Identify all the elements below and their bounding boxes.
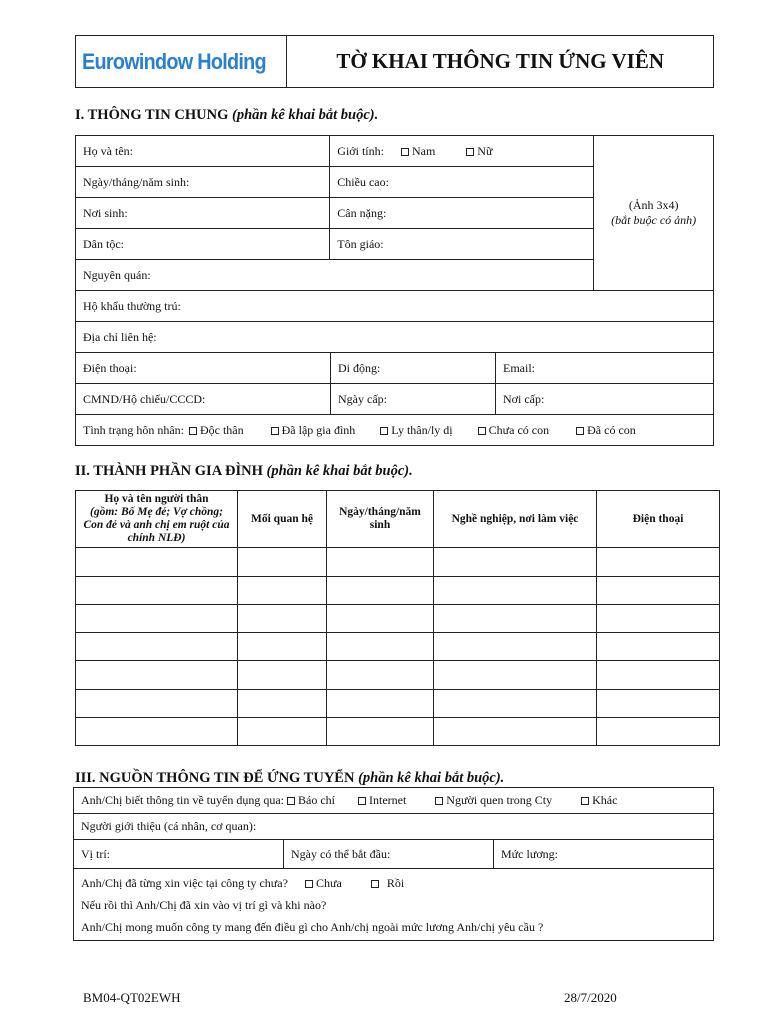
field-ho-khau[interactable]: Hộ khẩu thường trú: xyxy=(76,291,714,322)
marital-option[interactable]: Đã lập gia đình xyxy=(271,423,356,438)
gender-male-option[interactable]: Nam xyxy=(401,144,435,159)
header-table xyxy=(75,35,714,88)
field-ngay-cap[interactable]: Ngày cấp: xyxy=(331,384,496,415)
table-row xyxy=(76,576,720,604)
checkbox-icon[interactable] xyxy=(435,797,443,805)
field-chieu-cao[interactable]: Chiều cao: xyxy=(330,167,594,198)
field-ho-ten[interactable]: Họ và tên: xyxy=(76,136,330,167)
checkbox-icon[interactable] xyxy=(380,427,388,435)
checkbox-icon[interactable] xyxy=(305,880,313,888)
field-vi-tri[interactable]: Vị trí: xyxy=(74,840,284,869)
checkbox-icon[interactable] xyxy=(271,427,279,435)
marital-option[interactable]: Độc thân xyxy=(189,423,244,438)
source-option[interactable]: Khác xyxy=(581,793,617,808)
field-nguon-thong-tin: Anh/Chị biết thông tin về tuyển dụng qua: Báo chí Internet Người quen trong Cty Khác xyxy=(74,788,714,814)
field-ngay-sinh[interactable]: Ngày/tháng/năm sinh: xyxy=(76,167,330,198)
field-hon-nhan: Tình trạng hôn nhân: Độc thân Đã lập gia đình Ly thân/ly dị Chưa có con Đã có con xyxy=(76,415,714,446)
field-nguoi-gioi-thieu[interactable]: Người giới thiệu (cá nhân, cơ quan): xyxy=(74,814,714,840)
field-ton-giao[interactable]: Tôn giáo: xyxy=(330,229,594,260)
photo-note: (bắt buộc có ảnh) xyxy=(611,213,697,227)
checkbox-icon[interactable] xyxy=(478,427,486,435)
form-code: BM04-QT02EWH xyxy=(83,990,181,1005)
logo-cell xyxy=(76,36,287,88)
field-neu-roi[interactable]: Nếu rồi thì Anh/Chị đã xin vào vị trí gì và khi nào? xyxy=(81,897,327,912)
family-col-job: Nghề nghiệp, nơi làm việc xyxy=(434,491,597,548)
photo-label: (Ảnh 3x4) xyxy=(628,198,679,212)
family-col-name: Họ và tên người thân (gồm: Bố Mẹ đẻ; Vợ chồng; Con đẻ và anh chị em ruột của chính NLĐ) xyxy=(76,491,238,548)
checkbox-icon[interactable] xyxy=(401,148,409,156)
source-option[interactable]: Báo chí xyxy=(287,793,335,808)
family-table xyxy=(75,490,720,746)
checkbox-icon[interactable] xyxy=(358,797,366,805)
field-di-dong[interactable]: Di động: xyxy=(331,353,496,384)
family-col-relation: Mối quan hệ xyxy=(238,491,327,548)
field-can-nang[interactable]: Cân nặng: xyxy=(330,198,594,229)
source-option[interactable]: Internet xyxy=(358,793,406,808)
source-option[interactable]: Người quen trong Cty xyxy=(435,793,552,808)
table-row xyxy=(76,661,720,689)
checkbox-icon[interactable] xyxy=(287,797,295,805)
checkbox-icon[interactable] xyxy=(466,148,474,156)
section1-title: I. THÔNG TIN CHUNG (phần kê khai bắt buộc). xyxy=(75,107,379,123)
applied-no-option[interactable]: Chưa xyxy=(305,872,342,894)
contact-info-table xyxy=(75,290,714,446)
field-nguyen-quan[interactable]: Nguyên quán: xyxy=(76,260,594,291)
marital-option[interactable]: Chưa có con xyxy=(478,423,550,438)
photo-box[interactable] xyxy=(594,136,714,291)
field-email[interactable]: Email: xyxy=(496,353,714,384)
field-dia-chi[interactable]: Địa chỉ liên hệ: xyxy=(76,322,714,353)
field-dien-thoai[interactable]: Điện thoại: xyxy=(76,353,331,384)
table-row xyxy=(76,633,720,661)
general-info-table xyxy=(75,135,714,291)
marital-option[interactable]: Ly thân/ly dị xyxy=(380,423,452,438)
field-muc-luong[interactable]: Mức lương: xyxy=(494,840,714,869)
checkbox-icon[interactable] xyxy=(576,427,584,435)
gender-female-option[interactable]: Nữ xyxy=(466,144,492,159)
field-dan-toc[interactable]: Dân tộc: xyxy=(76,229,330,260)
table-row xyxy=(76,689,720,717)
checkbox-icon[interactable] xyxy=(189,427,197,435)
field-noi-sinh[interactable]: Nơi sinh: xyxy=(76,198,330,229)
source-table xyxy=(73,787,714,941)
checkbox-icon[interactable] xyxy=(371,880,379,888)
form-date: 28/7/2020 xyxy=(564,990,617,1005)
marital-option[interactable]: Đã có con xyxy=(576,423,636,438)
table-row xyxy=(76,717,720,745)
field-cmnd[interactable]: CMND/Hộ chiếu/CCCD: xyxy=(76,384,331,415)
applied-yes-option[interactable]: Rồi xyxy=(371,872,404,894)
section3-title: III. NGUỒN THÔNG TIN ĐỂ ỨNG TUYỂN (phần kê khai bắt buộc). xyxy=(75,770,505,786)
form-title: TỜ KHAI THÔNG TIN ỨNG VIÊN xyxy=(287,36,714,88)
company-logo: Eurowindow Holding xyxy=(82,48,266,74)
field-mong-muon[interactable]: Anh/Chị mong muốn công ty mang đến điều gì cho Anh/chị ngoài mức lương Anh/chị yêu cầu ? xyxy=(81,919,544,934)
field-gioi-tinh: Giới tính: Nam Nữ xyxy=(330,136,594,167)
section2-title: II. THÀNH PHẦN GIA ĐÌNH (phần kê khai bắt buộc). xyxy=(75,463,413,479)
family-col-dob: Ngày/tháng/năm sinh xyxy=(327,491,434,548)
table-row xyxy=(76,548,720,576)
checkbox-icon[interactable] xyxy=(581,797,589,805)
field-noi-cap[interactable]: Nơi cấp: xyxy=(496,384,714,415)
table-row xyxy=(76,604,720,632)
field-lich-su-ung-tuyen: Anh/Chị đã từng xin việc tại công ty chưa? Chưa Rồi Nếu rồi thì Anh/Chị đã xin vào vị trí gì và khi nào? Anh/Chị mong muốn công ty mang đến điều gì cho Anh/chị ngoài mức lương Anh/chị yêu cầu ? xyxy=(74,869,714,941)
field-ngay-bat-dau[interactable]: Ngày có thể bắt đầu: xyxy=(284,840,494,869)
family-col-phone: Điện thoại xyxy=(597,491,720,548)
